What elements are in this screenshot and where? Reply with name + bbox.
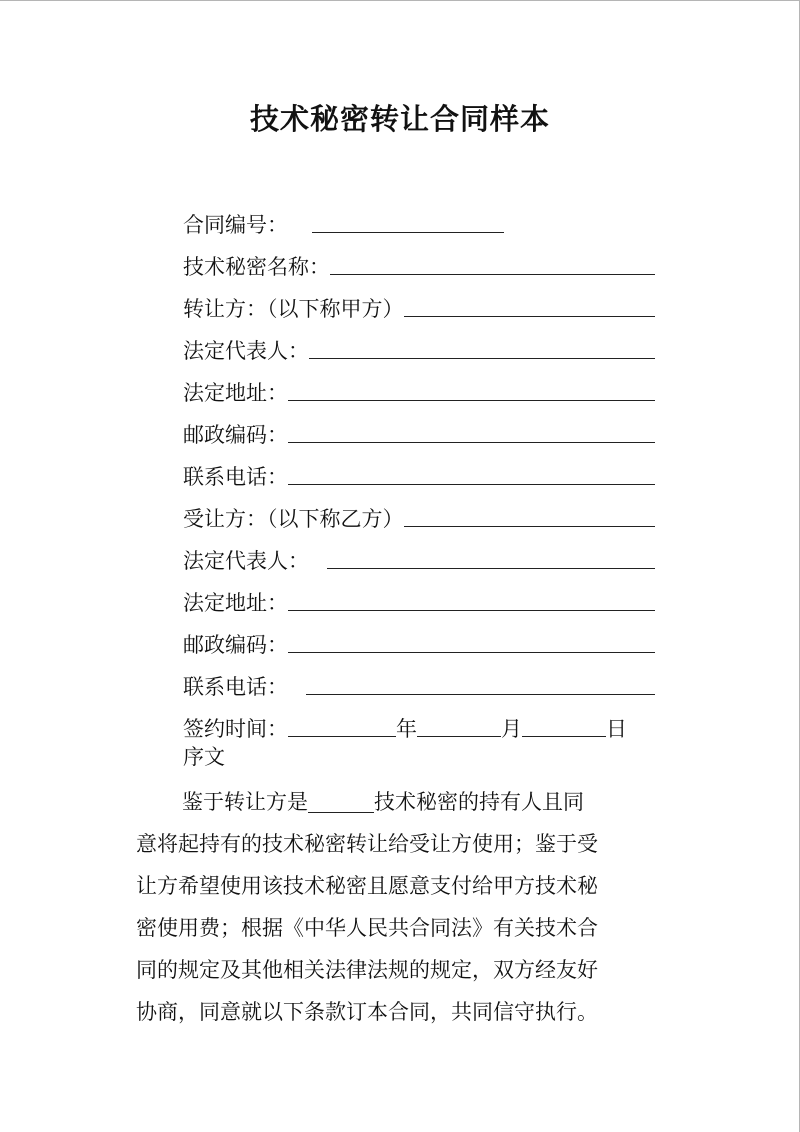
- document-title: 技术秘密转让合同样本: [249, 102, 550, 136]
- field-label: 邮政编码：: [183, 423, 288, 447]
- fill-in-line: [288, 484, 655, 485]
- section-heading: 序文: [183, 745, 225, 769]
- fill-in-line: [309, 358, 655, 359]
- fill-in-line: [288, 610, 655, 611]
- day-line: [522, 736, 606, 737]
- field-label: 转让方：（以下称甲方）: [183, 297, 404, 321]
- month-label: 月: [501, 717, 522, 741]
- preamble-line: 协商，同意就以下条款订本合同，共同信守执行。: [136, 1000, 598, 1024]
- field-a-representative: [183, 323, 655, 365]
- month-line: [417, 736, 501, 737]
- fill-in-line: [327, 568, 655, 569]
- fill-in-blank: [308, 790, 374, 813]
- field-label: 法定地址：: [183, 381, 288, 405]
- field-b-postcode: [183, 617, 655, 659]
- fill-in-line: [404, 316, 656, 317]
- preamble-paragraph: [136, 781, 656, 1033]
- fill-in-line: [288, 400, 655, 401]
- field-a-address: [183, 365, 655, 407]
- preamble-line: 让方希望使用该技术秘密且愿意支付给甲方技术秘: [136, 874, 598, 898]
- preamble-line: 同的规定及其他相关法律法规的规定，双方经友好: [136, 958, 598, 982]
- field-b-phone: [183, 659, 655, 701]
- fill-in-line: [288, 652, 655, 653]
- fill-in-line: [330, 274, 655, 275]
- field-transferee: [183, 491, 655, 533]
- year-label: 年: [396, 717, 417, 741]
- fill-in-line: [288, 442, 655, 443]
- preamble-line: 密使用费；根据《中华人民共合同法》有关技术合: [136, 916, 598, 940]
- field-label: 法定代表人：: [183, 549, 309, 573]
- field-a-phone: [183, 449, 655, 491]
- day-label: 日: [606, 717, 627, 741]
- fill-in-line: [312, 232, 504, 233]
- year-line: [288, 736, 396, 737]
- field-label: 合同编号：: [183, 213, 288, 237]
- preamble-line: 意将起持有的技术秘密转让给受让方使用；鉴于受: [136, 832, 598, 856]
- field-b-representative: [183, 533, 655, 575]
- fill-in-line: [404, 526, 656, 527]
- field-label: 邮政编码：: [183, 633, 288, 657]
- contract-fields: [183, 197, 655, 743]
- fill-in-line: [306, 694, 655, 695]
- field-label: 法定代表人：: [183, 339, 309, 363]
- field-sign-date: [183, 701, 655, 743]
- field-label: 技术秘密名称：: [183, 255, 330, 279]
- field-secret-name: [183, 239, 655, 281]
- preamble-line: 鉴于转让方是 技术秘密的持有人且同: [182, 790, 584, 814]
- field-a-postcode: [183, 407, 655, 449]
- field-b-address: [183, 575, 655, 617]
- field-label: 联系电话：: [183, 675, 288, 699]
- field-transferor: [183, 281, 655, 323]
- field-label: 联系电话：: [183, 465, 288, 489]
- field-contract-number: [183, 197, 655, 239]
- field-label: 法定地址：: [183, 591, 288, 615]
- field-label: 受让方：（以下称乙方）: [183, 507, 404, 531]
- field-label: 签约时间：: [183, 717, 288, 741]
